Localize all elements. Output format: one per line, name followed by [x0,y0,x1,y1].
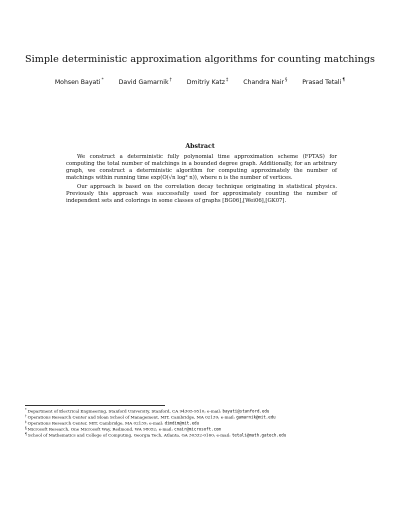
author-mark: † [169,78,172,83]
abstract-paragraph-2: Our approach is based on the correlation decay technique originating in statistical physics. Previously this approach was successfully used for approximately counting the number of independent sets and colorings in some classes of graphs [BG06],[Wei06],[GK07]. [66,183,337,204]
author-name: Prasad Tetali [302,79,342,86]
abstract-paragraph-1: We construct a deterministic fully polynomial time approximation scheme (FPTAS) for computing the total number of matchings in a bounded degree graph. Additionally, for an arbitrary graph, we construct a deterministic algorithm for computing approximately the number of matchings within running time exp(O(√n log² n)), where n is the number of vertices. [66,154,337,182]
author-mark: * [101,78,104,83]
author-katz [187,78,228,86]
footnote-mark: ¶ [25,432,28,436]
author-name: Dmitriy Katz [186,79,226,86]
footnote-email: dimdim@mit.edu [164,420,200,426]
paper-title: Simple deterministic approximation algorithms for counting matchings [24,54,376,65]
footnote-text: Operations Research Center, MIT, Cambridge, MA 02139; e-mail: [27,420,165,426]
author-bayati [55,78,104,86]
footnote-text: Department of Electrical Engineering, Stanford University, Stanford, CA 94305-9510; e-mail: [27,408,223,414]
author-name: Mohsen Bayati [54,79,101,86]
author-mark: ‡ [226,78,229,83]
footnote-email: tetali@math.gatech.edu [231,432,287,438]
author-gamarnik [119,78,172,86]
footnote-mark: § [25,426,27,430]
author-name: David Gamarnik [118,79,169,86]
footnote-text: School of Mathematics and College of Computing, Georgia Tech, Atlanta, GA 30332-0160; e-mail: [28,432,232,438]
footnote-email: bayati@stanford.edu [222,408,270,414]
footnotes [25,408,375,438]
abstract-heading: Abstract [185,143,215,150]
footnote-divider [25,405,165,406]
footnote-tetali [25,432,375,438]
author-name: Chandra Nair [243,79,285,86]
footnote-email: cnair@microsoft.com [174,426,221,432]
author-list [0,78,400,86]
footnote-text: Microsoft Research, One Microsoft Way, Redmond, WA 98052; e-mail: [27,426,175,432]
author-mark: ¶ [342,78,346,83]
footnote-email: gamarnik@mit.edu [236,414,276,420]
footnote-mark: † [25,414,27,418]
author-mark: § [285,78,288,83]
author-tetali [302,78,345,86]
footnote-mark: * [25,408,27,412]
abstract-body [66,154,337,206]
footnote-mark: ‡ [25,420,27,424]
footnote-text: Operations Research Center and Sloan School of Management, MIT, Cambridge, MA 02139; e-mail: [27,414,237,420]
author-nair [243,78,287,86]
